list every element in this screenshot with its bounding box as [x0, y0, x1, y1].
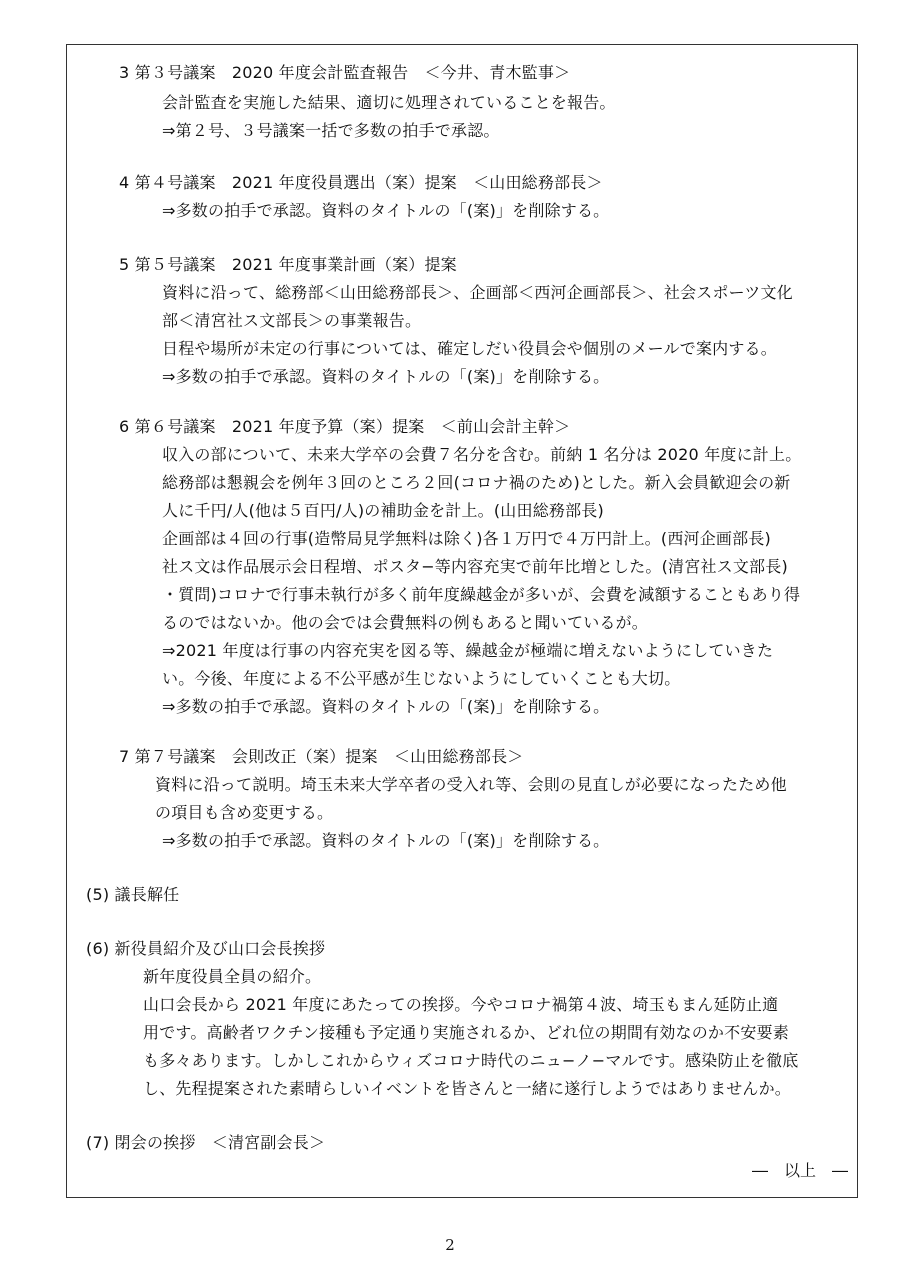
page-number: 2 [445, 1236, 455, 1254]
item-4-heading: 4 第４号議案 2021 年度役員選出（案）提案 ＜山田総務部長＞ [119, 173, 603, 192]
closing-mark: ― 以上 ― [751, 1161, 848, 1180]
item-5-line: 日程や場所が未定の行事については、確定しだい役員会や個別のメールで案内する。 [162, 339, 777, 358]
section-6-line: し、先程提案された素晴らしいイベントを皆さんと一緒に遂行しようではありませんか。 [143, 1079, 792, 1098]
item-3-line: ⇒第２号、３号議案一括で多数の拍手で承認。 [162, 121, 500, 140]
item-6-line: るのではないか。他の会では会費無料の例もあると聞いているが。 [162, 613, 649, 632]
item-6-heading: 6 第６号議案 2021 年度予算（案）提案 ＜前山会計主幹＞ [119, 417, 571, 436]
item-4-line: ⇒多数の拍手で承認。資料のタイトルの「(案)」を削除する。 [162, 201, 610, 220]
item-6-line: 企画部は４回の行事(造幣局見学無料は除く)各１万円で４万円計上。(西河企画部長) [162, 529, 771, 548]
section-6-line: 新年度役員全員の紹介。 [143, 967, 322, 986]
section-6-line: 山口会長から 2021 年度にあたっての挨拶。今やコロナ禍第４波、埼玉もまん延防止適 [143, 995, 779, 1014]
item-7-heading: 7 第７号議案 会則改正（案）提案 ＜山田総務部長＞ [119, 747, 524, 766]
item-5-heading: 5 第５号議案 2021 年度事業計画（案）提案 [119, 255, 457, 274]
section-5-heading: (5) 議長解任 [86, 885, 180, 904]
section-7-heading: (7) 閉会の挨拶 ＜清宮副会長＞ [86, 1133, 326, 1152]
item-5-line: 資料に沿って、総務部＜山田総務部長＞、企画部＜西河企画部長＞、社会スポーツ文化 [162, 283, 793, 302]
item-5-line: ⇒多数の拍手で承認。資料のタイトルの「(案)」を削除する。 [162, 367, 610, 386]
item-6-line: 社ス文は作品展示会日程増、ポスタ−等内容充実で前年比増とした。(清宮社ス文部長) [162, 557, 788, 576]
item-6-line: 総務部は懇親会を例年３回のところ２回(コロナ禍のため)とした。新入会員歓迎会の新 [162, 473, 791, 492]
item-6-line: ⇒多数の拍手で承認。資料のタイトルの「(案)」を削除する。 [162, 697, 610, 716]
item-3-line: 会計監査を実施した結果、適切に処理されていることを報告。 [162, 93, 616, 112]
section-6-heading: (6) 新役員紹介及び山口会長挨拶 [86, 939, 326, 958]
item-6-line: 人に千円/人(他は５百円/人)の補助金を計上。(山田総務部長) [162, 501, 604, 520]
item-7-line: の項目も含め変更する。 [155, 803, 334, 822]
item-5-line: 部＜清宮社ス文部長＞の事業報告。 [162, 311, 422, 330]
section-6-line: 用です。高齢者ワクチン接種も予定通り実施されるか、どれ位の期間有効なのか不安要素 [143, 1023, 789, 1042]
item-7-line: 資料に沿って説明。埼玉未来大学卒者の受入れ等、会則の見直しが必要になったため他 [155, 775, 787, 794]
item-3-heading: 3 第３号議案 2020 年度会計監査報告 ＜今井、青木監事＞ [119, 63, 571, 82]
item-6-line: ⇒2021 年度は行事の内容充実を図る等、繰越金が極端に増えないようにしていきた [162, 641, 774, 660]
item-6-line: 収入の部について、未来大学卒の会費７名分を含む。前納 1 名分は 2020 年度に計上。 [162, 445, 802, 464]
section-6-line: も多々あります。しかしこれからウィズコロナ時代のニュ−ノ−マルです。感染防止を徹底 [143, 1051, 799, 1070]
item-6-line: い。今後、年度による不公平感が生じないようにしていくことも大切。 [162, 669, 681, 688]
item-7-line: ⇒多数の拍手で承認。資料のタイトルの「(案)」を削除する。 [162, 831, 610, 850]
item-6-line: ・質問)コロナで行事未執行が多く前年度繰越金が多いが、会費を減額することもあり得 [162, 585, 801, 604]
